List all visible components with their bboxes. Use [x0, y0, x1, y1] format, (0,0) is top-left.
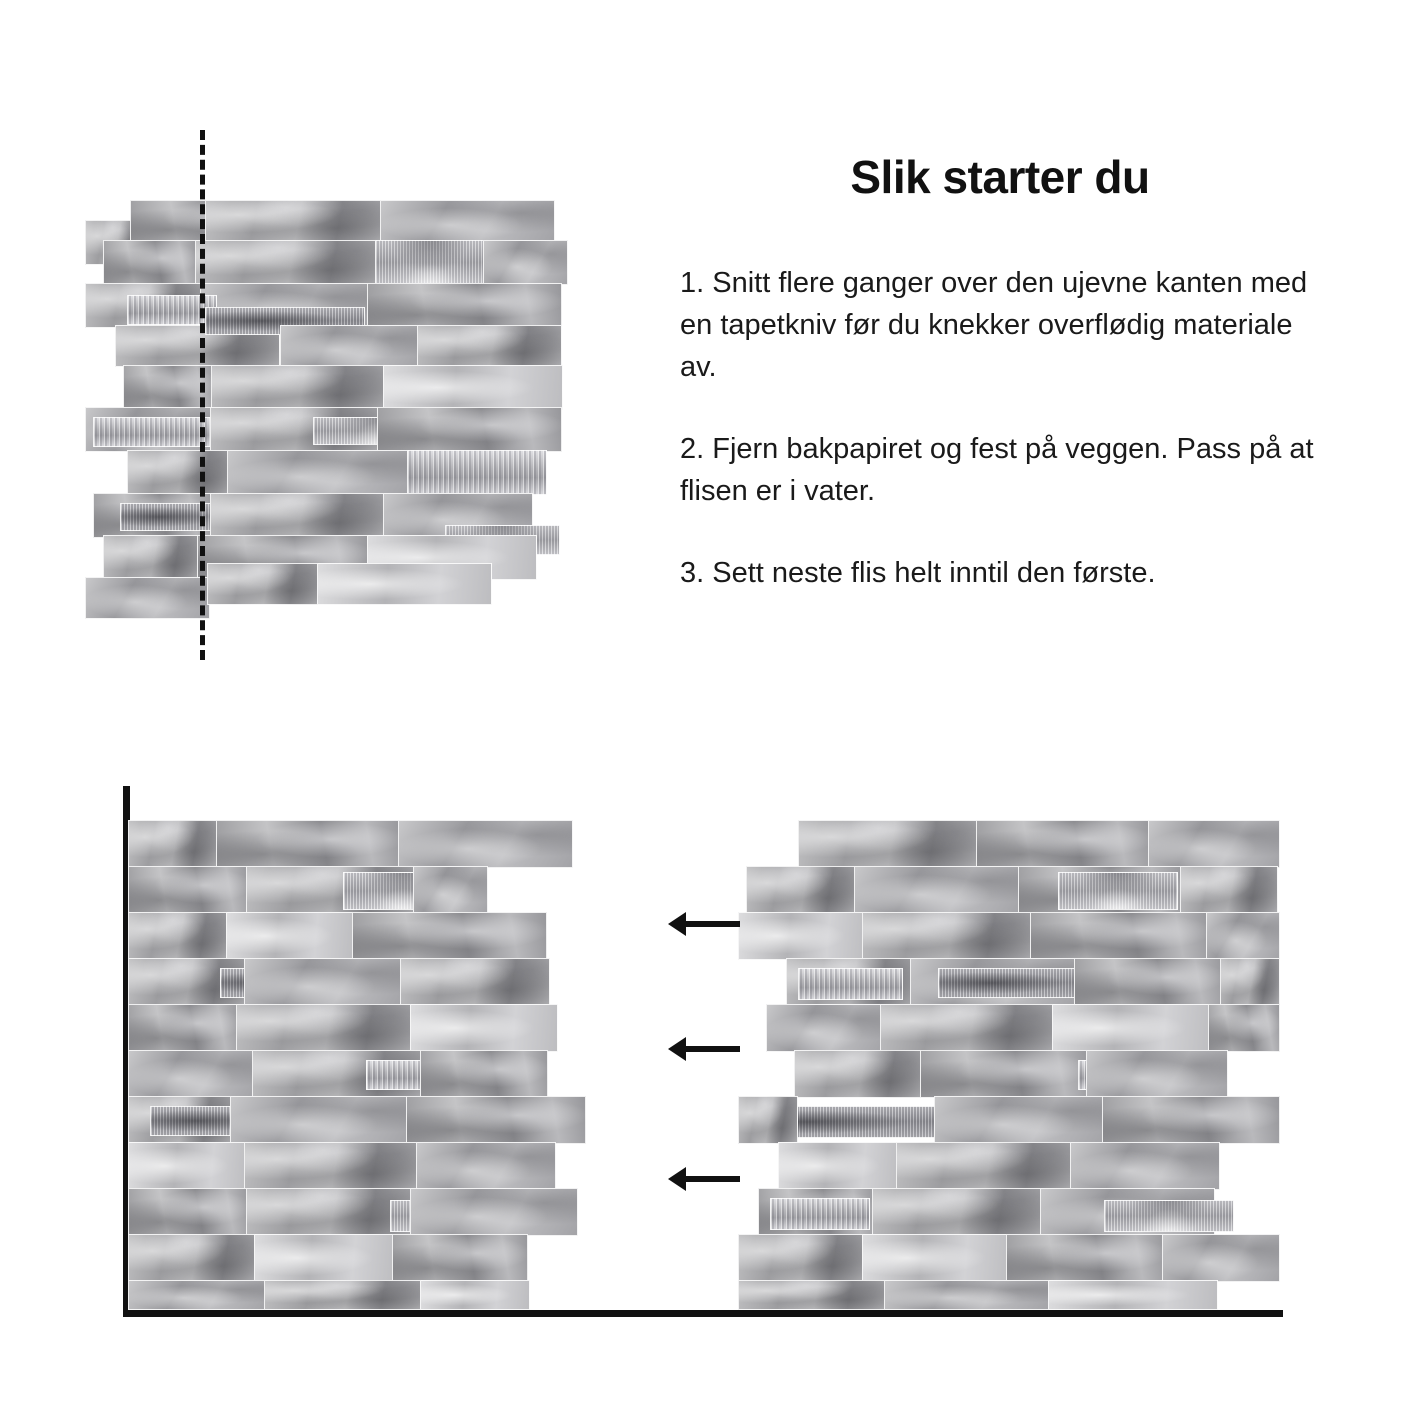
tile-brick: [420, 1050, 548, 1098]
instructions-panel: [680, 150, 1320, 594]
tile-brick: [280, 325, 420, 367]
tile-brick: [420, 1280, 530, 1310]
arrow-shaft: [682, 1176, 740, 1182]
arrow-head-icon: [668, 1037, 686, 1061]
page-title: Slik starter du: [850, 151, 1150, 203]
tile-brick: [884, 1280, 1052, 1310]
tile-brick: [377, 407, 562, 452]
tile-brick: [798, 820, 978, 868]
tile-brick: [400, 958, 550, 1006]
tile-brick: [352, 912, 547, 960]
tile-brick: [413, 866, 488, 914]
tile-brick: [1208, 1004, 1280, 1052]
tile-brick: [483, 240, 568, 285]
tile-brick: [211, 365, 386, 410]
tile-brick: [127, 450, 232, 495]
tile-brick: [1102, 1096, 1280, 1144]
tile-brick: [976, 820, 1151, 868]
tile-brick: [746, 866, 858, 914]
tile-brick: [1180, 866, 1278, 914]
tile-brick: [1086, 1050, 1228, 1098]
tile-brick: [367, 283, 562, 328]
tile-brick: [244, 958, 404, 1006]
tile-brick: [862, 912, 1034, 960]
instruction-step-3: 3. Sett neste flis helt inntil den første.: [680, 557, 1156, 590]
tile-brick: [246, 1188, 414, 1236]
tile-panel-installed: [128, 820, 598, 1310]
tile-panel-top-trim: [85, 195, 570, 615]
tile-brick: [1074, 958, 1224, 1006]
tile-brick: [195, 240, 380, 285]
tile-brick: [128, 912, 228, 960]
tile-brick: [934, 1096, 1106, 1144]
tile-brick: [128, 1050, 256, 1098]
tile-brick: [738, 1234, 866, 1282]
tile-brick: [920, 1050, 1090, 1098]
tile-brick-metal: [938, 968, 1088, 998]
tile-brick-metal: [798, 968, 903, 1000]
tile-brick: [210, 493, 385, 538]
tile-brick: [410, 1188, 578, 1236]
tile-brick: [862, 1234, 1010, 1282]
tile-brick: [778, 1142, 900, 1190]
tile-brick: [1162, 1234, 1280, 1282]
tile-brick: [128, 1234, 258, 1282]
tile-brick: [128, 1188, 250, 1236]
tile-brick: [317, 563, 492, 605]
arrow-shaft: [682, 921, 740, 927]
tile-brick: [103, 535, 201, 580]
cut-line-dashed: [200, 130, 205, 660]
tile-brick-metal: [1104, 1200, 1234, 1232]
tile-brick: [1148, 820, 1280, 868]
tile-brick: [226, 912, 354, 960]
tile-brick: [1052, 1004, 1212, 1052]
arrow-push-left-bottom: [668, 1163, 740, 1193]
tile-brick: [410, 1004, 558, 1052]
tile-brick: [205, 200, 385, 242]
tile-brick: [1070, 1142, 1220, 1190]
tile-brick: [1048, 1280, 1218, 1310]
tile-brick-metal: [375, 240, 485, 285]
tile-brick: [880, 1004, 1056, 1052]
arrow-shaft: [682, 1046, 740, 1052]
instruction-step-1: 1. Snitt flere ganger over den ujevne kanten med en tapetkniv før du knekker overflødig materiale av.: [680, 267, 1308, 384]
tile-brick: [1220, 958, 1280, 1006]
tile-brick: [1206, 912, 1280, 960]
arrow-push-left-middle: [668, 1033, 740, 1063]
tile-brick: [406, 1096, 586, 1144]
tile-brick: [236, 1004, 414, 1052]
tile-brick: [85, 577, 210, 619]
tile-brick-metal: [770, 1198, 870, 1230]
tile-brick: [416, 1142, 556, 1190]
instruction-step-2: 2. Fjern bakpapiret og fest på veggen. Pass på at flisen er i vater.: [680, 433, 1314, 508]
tile-brick: [794, 1050, 924, 1098]
tile-brick: [103, 240, 198, 285]
tile-brick-metal: [1058, 872, 1178, 910]
tile-brick: [227, 450, 409, 495]
tile-brick: [417, 325, 562, 367]
tile-brick: [383, 365, 563, 410]
tile-brick: [1006, 1234, 1166, 1282]
arrow-push-left-top: [668, 908, 740, 938]
tile-brick: [216, 820, 401, 868]
tile-brick: [230, 1096, 410, 1144]
tile-brick: [766, 1004, 884, 1052]
arrow-head-icon: [668, 912, 686, 936]
tile-brick: [738, 1096, 798, 1144]
tile-brick: [738, 1280, 888, 1310]
tile-brick: [398, 820, 573, 868]
arrow-head-icon: [668, 1167, 686, 1191]
tile-brick: [207, 563, 322, 605]
tile-brick: [128, 866, 250, 914]
tile-brick: [244, 1142, 419, 1190]
wall-corner-guide-horizontal: [123, 1310, 1283, 1317]
tile-brick: [896, 1142, 1074, 1190]
tile-brick: [128, 820, 218, 868]
tile-brick: [738, 912, 866, 960]
tile-brick: [128, 1280, 268, 1310]
tile-brick: [854, 866, 1022, 914]
tile-brick: [264, 1280, 424, 1310]
tile-brick: [254, 1234, 396, 1282]
tile-brick: [128, 1142, 248, 1190]
tile-panel-next: [738, 820, 1283, 1310]
tile-brick-metal: [407, 450, 547, 495]
tile-brick: [872, 1188, 1044, 1236]
tile-brick: [128, 1004, 240, 1052]
tile-brick: [392, 1234, 528, 1282]
tile-brick: [1030, 912, 1210, 960]
tile-brick: [380, 200, 555, 242]
